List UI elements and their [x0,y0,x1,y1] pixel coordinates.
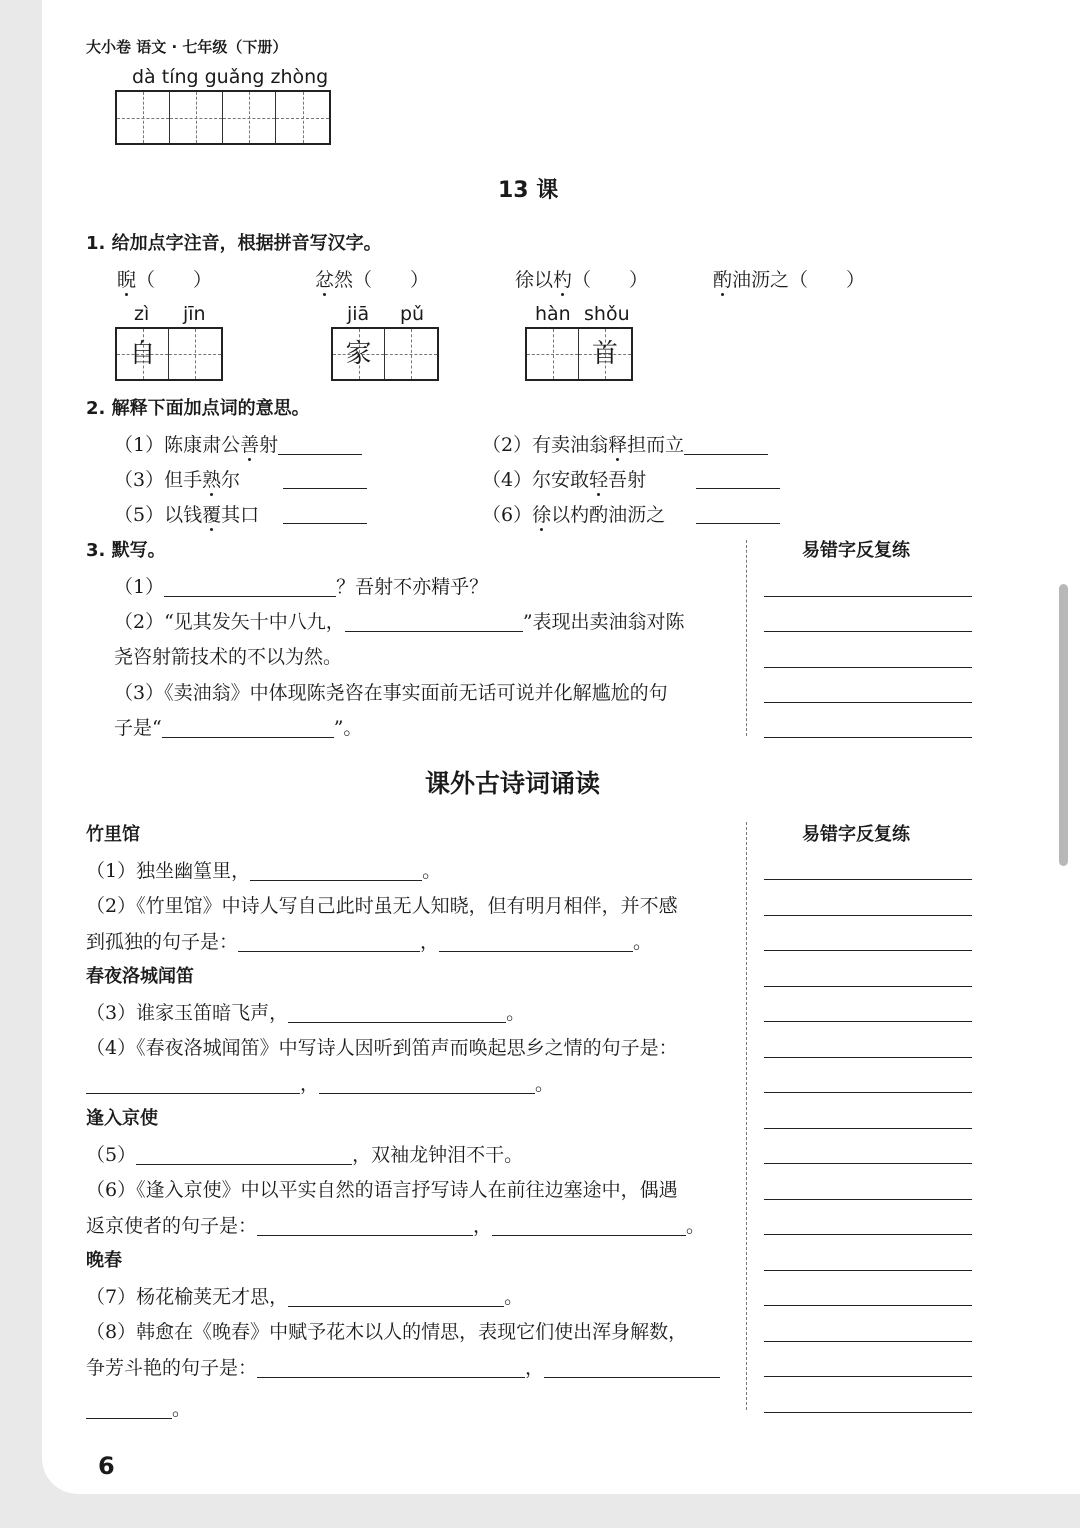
q3-heading: 3. 默写。 [86,540,166,561]
poem1-line-2-cont: 到孤独的句子是： ， 。 [86,931,653,953]
q2-blank-6[interactable] [696,504,780,524]
poem3-line-6: （6）《逢入京使》中以平实自然的语言抒写诗人在前往边塞途中，偶遇 [86,1179,678,1201]
poem3-title: 逢入京使 [86,1108,158,1129]
poem4-title: 晚春 [86,1250,122,1271]
section2-title: 课外古诗词诵读 [425,769,601,798]
q2-item-1: （1）陈康肃公善射 [114,430,362,457]
book-header: 大小卷 语文 · 七年级（下册） [86,38,288,56]
practice-line[interactable] [764,1128,972,1129]
poem2-line-3: （3）谁家玉笛暗飞声， 。 [86,1002,526,1024]
poem1-line-2: （2）《竹里馆》中诗人写自己此时虽无人知晓，但有明月相伴，并不感 [86,895,678,917]
q2-blank-4[interactable] [696,469,780,489]
word3-pinyin1: hàn [535,303,571,325]
side-divider-1 [746,540,747,736]
practice-line[interactable] [764,1199,972,1200]
practice-line[interactable] [764,737,972,738]
q2-item-4: （4）尔安敢轻吾射 [482,469,647,491]
practice-line[interactable] [764,702,972,703]
practice-line[interactable] [764,986,972,987]
practice-line[interactable] [764,1021,972,1022]
side-divider-2 [746,822,747,1410]
top-writing-grid [115,90,331,145]
practice-line[interactable] [764,596,972,597]
lesson-title: 13 课 [498,178,559,203]
word1-pinyin1: zì [134,303,150,325]
practice-line[interactable] [764,1270,972,1271]
q1-item-3: 徐以杓（ ） [515,269,649,291]
poem2-title: 春夜洛城闻笛 [86,966,194,987]
practice-line[interactable] [764,1057,972,1058]
practice-line[interactable] [764,1163,972,1164]
q2-blank-5[interactable] [283,504,367,524]
practice-line[interactable] [764,915,972,916]
practice-line[interactable] [764,1234,972,1235]
top-grid-pinyin: dà tíng guǎng zhòng [132,66,329,88]
word2-pinyin1: jiā [347,303,370,325]
practice-line[interactable] [764,1341,972,1342]
q1-heading: 1. 给加点字注音，根据拼音写汉字。 [86,233,382,254]
q1-item-1: 睨（ ） [117,269,213,291]
practice-line[interactable] [764,1412,972,1413]
side-practice-title-2: 易错字反复练 [802,824,910,845]
word2-char1: 家 [345,339,372,369]
poem2-line-4: （4）《春夜洛城闻笛》中写诗人因听到笛声而唤起思乡之情的句子是： [86,1037,678,1059]
page-number: 6 [98,1452,115,1480]
q2-item-6: （6）徐以杓酌油沥之 [482,504,666,526]
word2-pinyin2: pǔ [400,303,425,325]
poem1-title: 竹里馆 [86,824,140,845]
q3-line-2-cont: 尧咨射箭技术的不以为然。 [114,646,343,668]
q3-line-3: （3）《卖油翁》中体现陈尧咨在事实面前无话可说并化解尴尬的句 [114,682,668,704]
poem2-line-4-cont: ， 。 [86,1069,554,1096]
q2-item-5: （5）以钱覆其口 [114,504,260,526]
practice-line[interactable] [764,950,972,951]
word3-pinyin2: shǒu [584,303,630,325]
word1-grid [115,327,223,381]
practice-line[interactable] [764,1376,972,1377]
q1-item-2: 忿然（ ） [315,269,430,291]
practice-line[interactable] [764,1305,972,1306]
scrollbar-thumb[interactable] [1059,584,1068,866]
practice-line[interactable] [764,1092,972,1093]
poem3-line-6-cont: 返京使者的句子是： ， 。 [86,1215,706,1237]
q2-item-3: （3）但手熟尔 [114,469,241,491]
practice-line[interactable] [764,631,972,632]
q1-item-4: 酌油沥之（ ） [713,269,866,291]
q2-blank-3[interactable] [283,469,367,489]
poem4-line-8-cont: 争芳斗艳的句子是： ， [86,1353,720,1380]
poem1-line-1: （1）独坐幽篁里， 。 [86,860,442,882]
side-practice-title-1: 易错字反复练 [802,540,910,561]
word1-char1: 自 [129,339,156,369]
word1-pinyin2: jīn [183,303,206,325]
word3-grid [525,327,633,381]
practice-line[interactable] [764,879,972,880]
poem4-line-8-end: 。 [86,1394,191,1421]
practice-line[interactable] [764,667,972,668]
word2-grid [331,327,439,381]
q3-line-2: （2）“见其发矢十中八九， ”表现出卖油翁对陈 [114,611,685,633]
q2-item-2: （2）有卖油翁释担而立 [482,430,768,457]
poem4-line-8: （8）韩愈在《晚春》中赋予花木以人的情思，表现它们使出浑身解数， [86,1321,688,1343]
q2-heading: 2. 解释下面加点词的意思。 [86,398,310,419]
poem3-line-5: （5） ，双袖龙钟泪不干。 [86,1144,524,1166]
q3-line-3-cont: 子是“ ”。 [114,717,363,739]
poem4-line-7: （7）杨花榆荚无才思， 。 [86,1286,524,1308]
word3-char2: 首 [592,339,619,369]
q3-line-1: （1） ？吾射不亦精乎？ [114,576,489,598]
